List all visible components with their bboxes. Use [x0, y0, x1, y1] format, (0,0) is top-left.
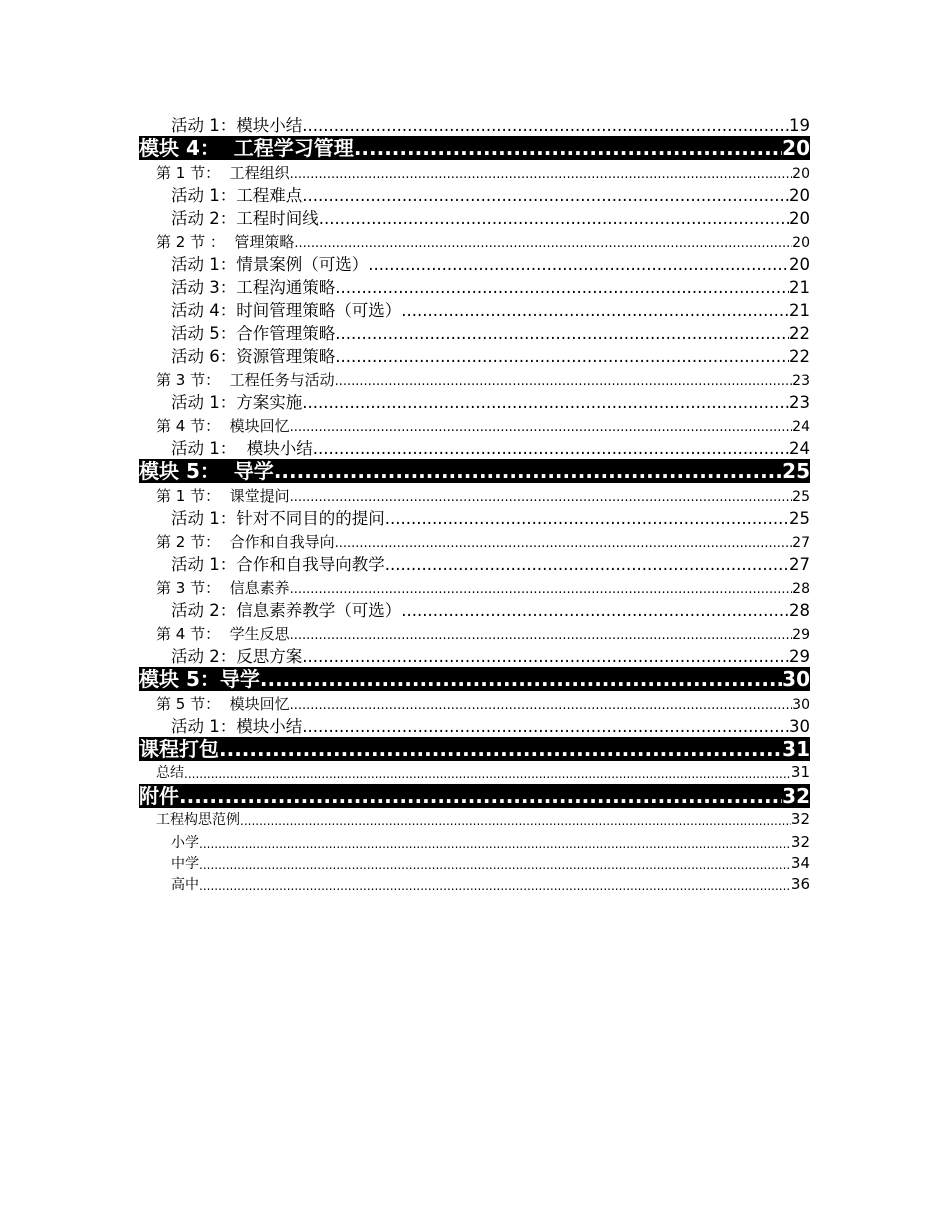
toc-activity-entry[interactable]	[139, 506, 810, 529]
toc-entry-title: 活动 3：工程沟通策略	[171, 277, 336, 297]
dot-leader	[290, 699, 793, 712]
toc-page-number: 24	[789, 438, 810, 458]
toc-subentry[interactable]	[139, 852, 810, 873]
dot-leader	[199, 880, 791, 892]
dot-leader	[313, 441, 789, 458]
toc-entry-title: 总结	[156, 765, 184, 781]
toc-section-entry[interactable]	[139, 483, 810, 506]
toc-page-number: 21	[789, 300, 810, 320]
dot-leader	[385, 511, 789, 528]
toc-activity-entry[interactable]	[139, 598, 810, 621]
dot-leader	[294, 237, 792, 250]
toc-page-number: 22	[789, 323, 810, 343]
toc-entry-title: 第 2 节： 合作和自我导向	[156, 533, 335, 551]
dot-leader	[274, 461, 782, 481]
toc-entry-title: 活动 5：合作管理策略	[171, 323, 336, 343]
toc-entry-title: 活动 2：信息素养教学（可选）	[171, 600, 402, 620]
toc-page-number: 23	[792, 373, 810, 389]
dot-leader	[302, 649, 789, 666]
toc-activity-entry[interactable]	[139, 298, 810, 321]
dot-leader	[401, 303, 789, 320]
toc-entry-title: 活动 1： 模块小结	[171, 438, 313, 458]
dot-leader	[179, 786, 782, 806]
toc-module-entry[interactable]	[139, 784, 810, 808]
toc-entry-title: 活动 1：方案实施	[171, 392, 303, 412]
toc-entry-title: 第 1 节： 课堂提问	[156, 487, 290, 505]
toc-activity-entry[interactable]	[139, 113, 810, 136]
dot-leader	[335, 537, 793, 550]
toc-section-entry[interactable]	[139, 160, 810, 183]
toc-section-entry[interactable]	[139, 413, 810, 436]
toc-page-number: 20	[789, 254, 810, 274]
dot-leader	[260, 669, 782, 689]
toc-page-number: 25	[782, 459, 810, 483]
table-of-contents	[139, 113, 810, 894]
toc-entry-title: 第 2 节 ： 管理策略	[156, 233, 295, 251]
dot-leader	[335, 375, 793, 388]
toc-entry-title: 第 3 节： 工程任务与活动	[156, 371, 335, 389]
toc-activity-entry[interactable]	[139, 206, 810, 229]
toc-activity-entry[interactable]	[139, 252, 810, 275]
toc-entry-title: 活动 1：情景案例（可选）	[171, 254, 369, 274]
toc-entry-title: 工程构思范例	[156, 812, 240, 828]
dot-leader	[199, 838, 791, 850]
toc-module-entry[interactable]	[139, 136, 810, 160]
dot-leader	[302, 395, 789, 412]
toc-page-number: 30	[792, 697, 810, 713]
toc-entry-title: 第 1 节： 工程组织	[156, 164, 290, 182]
dot-leader	[290, 629, 793, 642]
toc-page-number: 27	[792, 535, 810, 551]
toc-entry-title: 活动 6：资源管理策略	[171, 346, 336, 366]
dot-leader	[219, 739, 782, 759]
toc-subentry[interactable]	[139, 873, 810, 894]
dot-leader	[319, 211, 789, 228]
toc-page-number: 34	[790, 854, 810, 872]
toc-entry-title: 第 5 节： 模块回忆	[156, 695, 290, 713]
toc-page-number: 28	[792, 581, 810, 597]
dot-leader	[302, 118, 789, 135]
toc-page-number: 20	[789, 208, 810, 228]
dot-leader	[184, 768, 791, 780]
toc-activity-entry[interactable]	[139, 321, 810, 344]
toc-entry-title: 中学	[171, 856, 199, 872]
toc-page-number: 32	[782, 784, 810, 808]
dot-leader	[199, 859, 791, 871]
toc-entry-title: 模块 5： 导学	[139, 459, 274, 483]
toc-entry-title: 第 4 节： 模块回忆	[156, 417, 290, 435]
dot-leader	[290, 583, 793, 596]
toc-page-number: 22	[789, 346, 810, 366]
toc-page-number: 20	[792, 166, 810, 182]
toc-activity-entry[interactable]	[139, 436, 810, 459]
toc-page-number: 27	[789, 554, 810, 574]
toc-section-entry[interactable]	[139, 229, 810, 252]
toc-activity-entry[interactable]	[139, 275, 810, 298]
toc-module-entry[interactable]	[139, 737, 810, 761]
toc-page-number: 23	[789, 392, 810, 412]
dot-leader	[290, 491, 793, 504]
dot-leader	[335, 326, 789, 343]
dot-leader	[401, 603, 789, 620]
dot-leader	[335, 349, 789, 366]
toc-entry-title: 活动 1：模块小结	[171, 716, 303, 736]
toc-page-number: 30	[782, 667, 810, 691]
toc-page-number: 29	[792, 627, 810, 643]
toc-page-number: 25	[792, 489, 810, 505]
toc-page-number: 20	[792, 235, 810, 251]
toc-page-number: 21	[789, 277, 810, 297]
dot-leader	[240, 815, 791, 827]
toc-entry-title: 模块 5：导学	[139, 667, 260, 691]
dot-leader	[290, 168, 793, 181]
toc-entry-title: 活动 1：工程难点	[171, 185, 303, 205]
toc-activity-entry[interactable]	[139, 552, 810, 575]
toc-page-number: 29	[789, 646, 810, 666]
toc-page-number: 31	[782, 737, 810, 761]
toc-page-number: 31	[790, 763, 810, 781]
toc-entry-title: 活动 4：时间管理策略（可选）	[171, 300, 402, 320]
dot-leader	[302, 188, 789, 205]
toc-section-entry[interactable]	[139, 691, 810, 714]
toc-page-number: 28	[789, 600, 810, 620]
toc-activity-entry[interactable]	[139, 714, 810, 737]
dot-leader	[302, 719, 789, 736]
toc-entry-title: 高中	[171, 877, 199, 893]
toc-page-number: 19	[789, 115, 810, 135]
dot-leader	[368, 257, 789, 274]
toc-entry-title: 活动 1：模块小结	[171, 115, 303, 135]
toc-section-entry[interactable]	[139, 575, 810, 598]
toc-entry-title: 活动 1：针对不同目的的提问	[171, 508, 385, 528]
toc-module-entry[interactable]	[139, 459, 810, 483]
toc-entry-title: 活动 2：工程时间线	[171, 208, 319, 228]
toc-page-number: 20	[789, 185, 810, 205]
toc-summary-entry[interactable]	[139, 761, 810, 784]
toc-entry-title: 活动 1：合作和自我导向教学	[171, 554, 385, 574]
toc-entry-title: 第 4 节： 学生反思	[156, 625, 290, 643]
toc-entry-title: 附件	[139, 784, 179, 808]
toc-activity-entry[interactable]	[139, 644, 810, 667]
toc-subentry[interactable]	[139, 831, 810, 852]
dot-leader	[290, 421, 793, 434]
toc-page-number: 36	[790, 875, 810, 893]
toc-entry-title: 第 3 节： 信息素养	[156, 579, 290, 597]
toc-page-number: 25	[789, 508, 810, 528]
toc-page-number: 32	[790, 810, 810, 828]
toc-entry-title: 模块 4： 工程学习管理	[139, 136, 354, 160]
toc-summary-entry[interactable]	[139, 808, 810, 831]
dot-leader	[335, 280, 789, 297]
toc-page-number: 32	[790, 833, 810, 851]
toc-section-entry[interactable]	[139, 621, 810, 644]
dot-leader	[354, 138, 782, 158]
toc-section-entry[interactable]	[139, 529, 810, 552]
toc-page-number: 30	[789, 716, 810, 736]
toc-entry-title: 活动 2：反思方案	[171, 646, 303, 666]
dot-leader	[385, 557, 789, 574]
toc-entry-title: 课程打包	[139, 737, 219, 761]
toc-page-number: 24	[792, 419, 810, 435]
toc-entry-title: 小学	[171, 835, 199, 851]
toc-section-entry[interactable]	[139, 367, 810, 390]
toc-activity-entry[interactable]	[139, 344, 810, 367]
toc-activity-entry[interactable]	[139, 390, 810, 413]
toc-module-entry[interactable]	[139, 667, 810, 691]
toc-activity-entry[interactable]	[139, 183, 810, 206]
toc-page-number: 20	[782, 136, 810, 160]
